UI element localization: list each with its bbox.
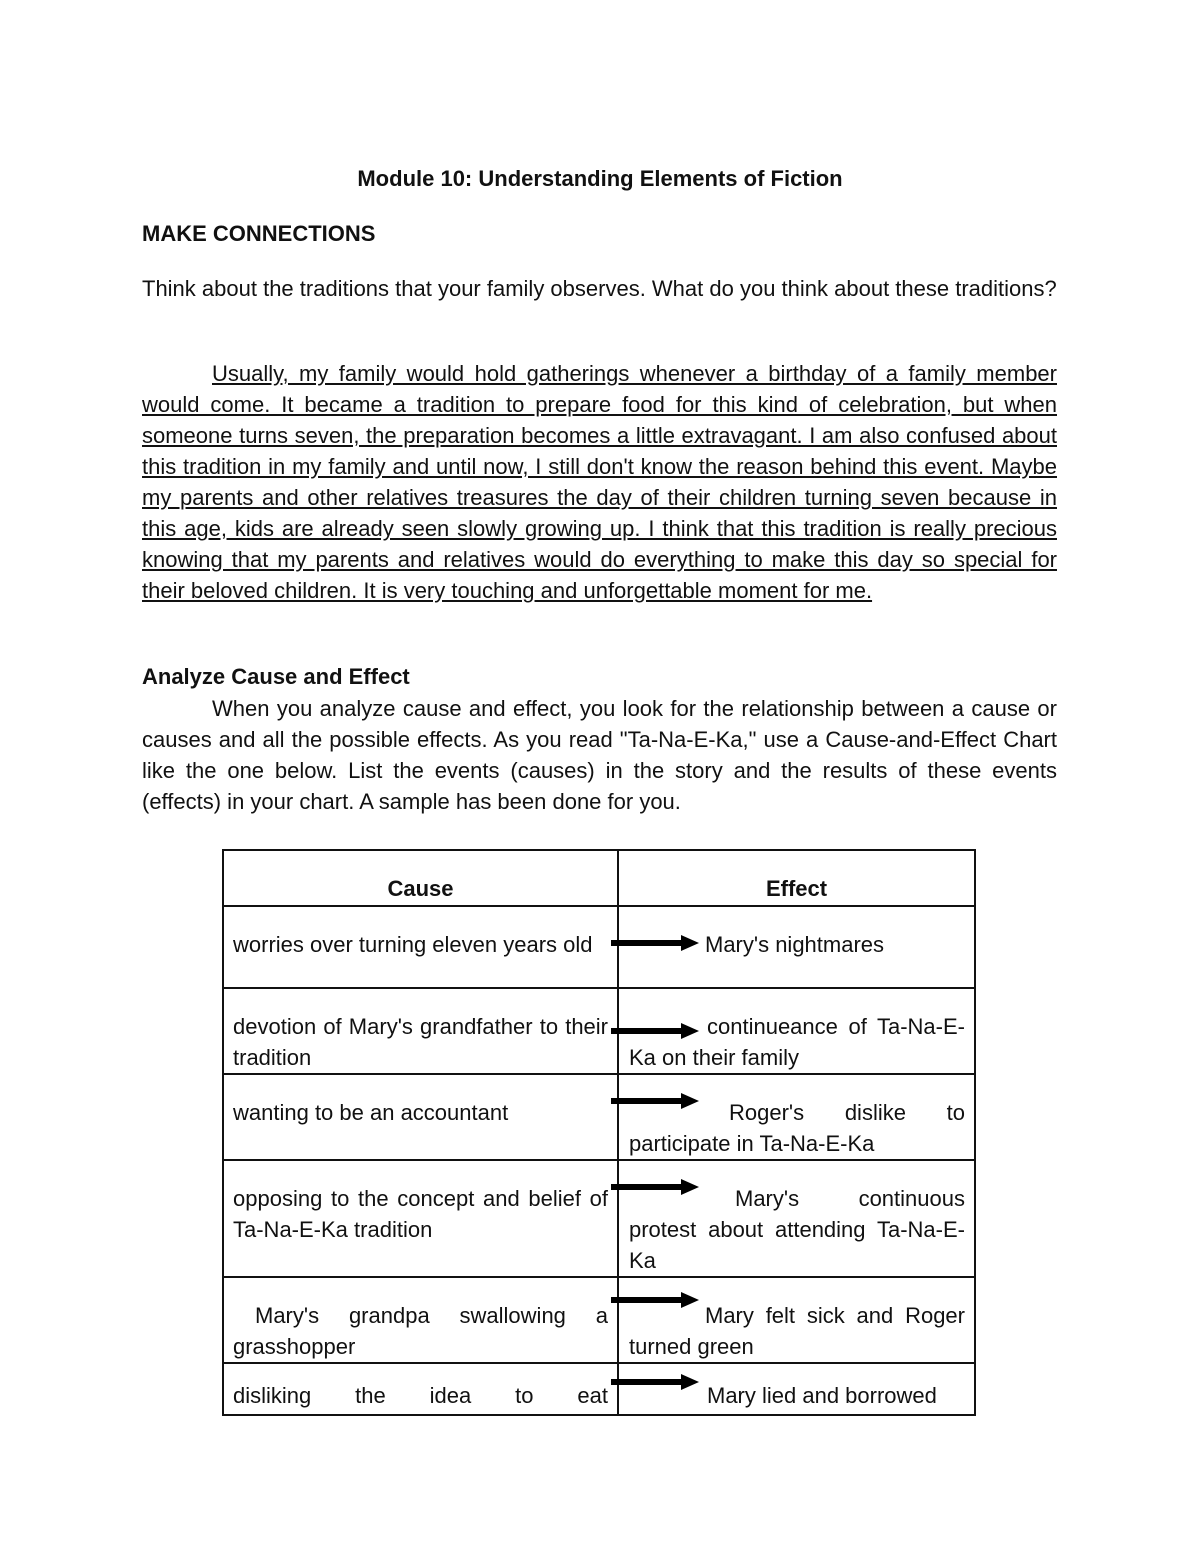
- section-heading-cause-effect: Analyze Cause and Effect: [142, 664, 410, 689]
- arrow-right-icon: [609, 933, 701, 953]
- cause-text: wanting to be an accountant: [233, 1100, 509, 1125]
- table-row: [223, 906, 975, 988]
- table-row: [223, 1160, 975, 1277]
- cause-text: devotion of Mary's grandfather to their tradition: [233, 1014, 608, 1070]
- cause-text: Mary's grandpa swallowing a grasshopper: [233, 1303, 608, 1359]
- table-row: [223, 988, 975, 1074]
- effect-text: Mary lied and borrowed: [707, 1383, 937, 1408]
- effect-cell: [618, 906, 975, 988]
- cause-cell: [223, 1074, 618, 1160]
- arrow-right-icon: [609, 1290, 701, 1310]
- arrow-right-icon: [609, 1021, 701, 1041]
- cause-header: Cause: [223, 850, 618, 906]
- cause-text: worries over turning eleven years old: [233, 932, 593, 957]
- section-heading-make-connections: MAKE CONNECTIONS: [142, 221, 376, 246]
- cause-cell: [223, 1160, 618, 1277]
- effect-text: Mary's continuous protest about attending Ta-Na-E-Ka: [629, 1186, 965, 1273]
- cause-cell: [223, 1363, 618, 1415]
- cause-text: opposing to the concept and belief of Ta-Na-E-Ka tradition: [233, 1186, 608, 1242]
- effect-text: continueance of Ta-Na-E-Ka on their family: [629, 1014, 965, 1070]
- effect-cell: [618, 1277, 975, 1363]
- cause-text: disliking the idea to eat: [233, 1383, 608, 1408]
- cause-cell: [223, 988, 618, 1074]
- table-row: [223, 1363, 975, 1415]
- cause-effect-chart: [222, 849, 976, 1416]
- prompt-text: Think about the traditions that your family observes. What do you think about these traditions?: [142, 276, 1057, 301]
- effect-cell: [618, 1160, 975, 1277]
- arrow-right-icon: [609, 1372, 701, 1392]
- effect-cell: [618, 988, 975, 1074]
- effect-header: Effect: [618, 850, 975, 906]
- effect-text: Mary felt sick and Roger turned green: [629, 1303, 965, 1359]
- effect-cell: [618, 1363, 975, 1415]
- arrow-right-icon: [609, 1177, 701, 1197]
- effect-text: Mary's nightmares: [705, 932, 885, 957]
- instructions-text: When you analyze cause and effect, you look for the relationship between a cause or causes and all the possible effects. As you read "Ta-Na-E-Ka," use a Cause-and-Effect Chart like the one below. List the events (causes) in the story and the results of these events (effects) in your chart. A sample has been done for you.: [142, 696, 1057, 814]
- cause-cell: [223, 906, 618, 988]
- effect-cell: [618, 1074, 975, 1160]
- answer-text: Usually, my family would hold gatherings whenever a birthday of a family member would come. It became a tradition to prepare food for this kind of celebration, but when someone turns seven, the preparation becomes a little extravagant. I am also confused about this tradition in my family and until now, I still don't know the reason behind this event. Maybe my parents and other relatives treasures the day of their children turning seven because in this age, kids are already seen slowly growing up. I think that this tradition is really precious knowing that my parents and relatives would do everything to make this day so special for their beloved children. It is very touching and unforgettable moment for me.: [142, 361, 1057, 603]
- cause-cell: [223, 1277, 618, 1363]
- chart-header-row: [223, 850, 975, 906]
- effect-text: Roger's dislike to participate in Ta-Na-E-Ka: [629, 1100, 965, 1156]
- table-row: [223, 1074, 975, 1160]
- table-row: [223, 1277, 975, 1363]
- page-title: Module 10: Understanding Elements of Fiction: [357, 166, 843, 191]
- arrow-right-icon: [609, 1091, 701, 1111]
